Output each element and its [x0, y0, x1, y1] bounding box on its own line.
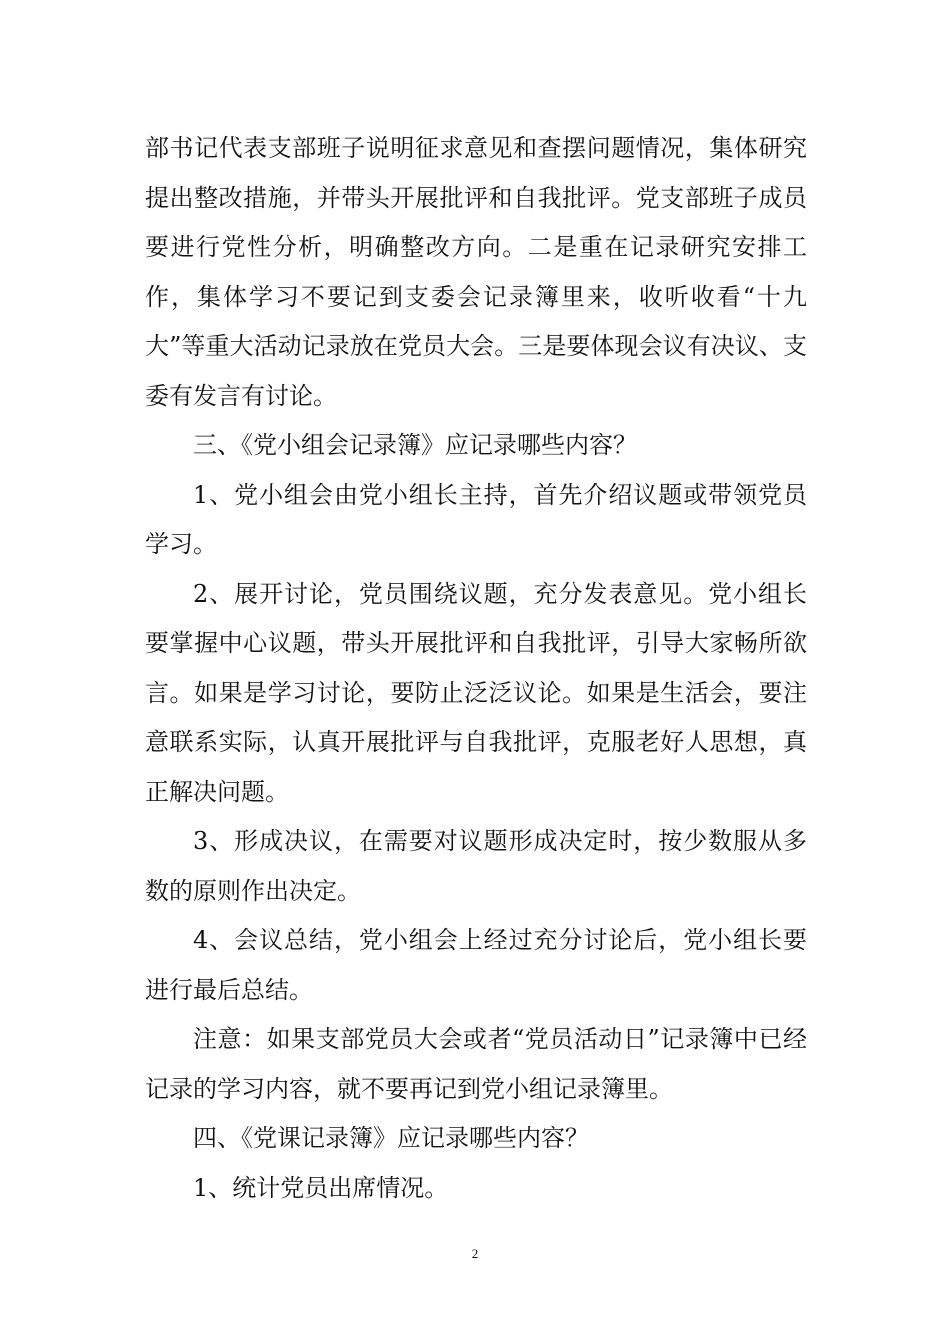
note-paragraph: 注意：如果支部党员大会或者“党员活动日”记录簿中已经记录的学习内容，就不要再记到党小组记录簿里。: [145, 1025, 807, 1103]
section-heading-3: 三、《党小组会记录簿》应记录哪些内容？: [193, 431, 637, 459]
list-item-2: 2、展开讨论，党员围绕议题，充分发表意见。党小组长要掌握中心议题，带头开展批评和自我批评，引导大家畅所欲言。如果是学习讨论，要防止泛泛议论。如果是生活会，要注意联系实际，认真开展批评与自我批评，克服老好人思想，真正解决问题。: [145, 579, 807, 806]
list-item-1: 1、党小组会由党小组长主持，首先介绍议题或带领党员学习。: [145, 480, 807, 558]
paragraph-continuation: 部书记代表支部班子说明征求意见和查摆问题情况，集体研究提出整改措施，并带头开展批评和自我批评。党支部班子成员要进行党性分析，明确整改方向。二是重在记录研究安排工作，集体学习不要记到支委会记录簿里来，收听收看“十九大”等重大活动记录放在党员大会。三是要体现会议有决议、支委有发言有讨论。: [145, 134, 807, 410]
list-item-4: 4、会议总结，党小组会上经过充分讨论后，党小组长要进行最后总结。: [145, 926, 807, 1004]
list-item-3: 3、形成决议，在需要对议题形成决定时，按少数服从多数的原则作出决定。: [145, 827, 807, 905]
section-heading-4: 四、《党课记录簿》应记录哪些内容？: [193, 1124, 589, 1152]
list-item-1-section-4: 1、统计党员出席情况。: [193, 1173, 449, 1202]
page-number: 2: [471, 1246, 479, 1261]
document-body: [145, 124, 807, 1213]
